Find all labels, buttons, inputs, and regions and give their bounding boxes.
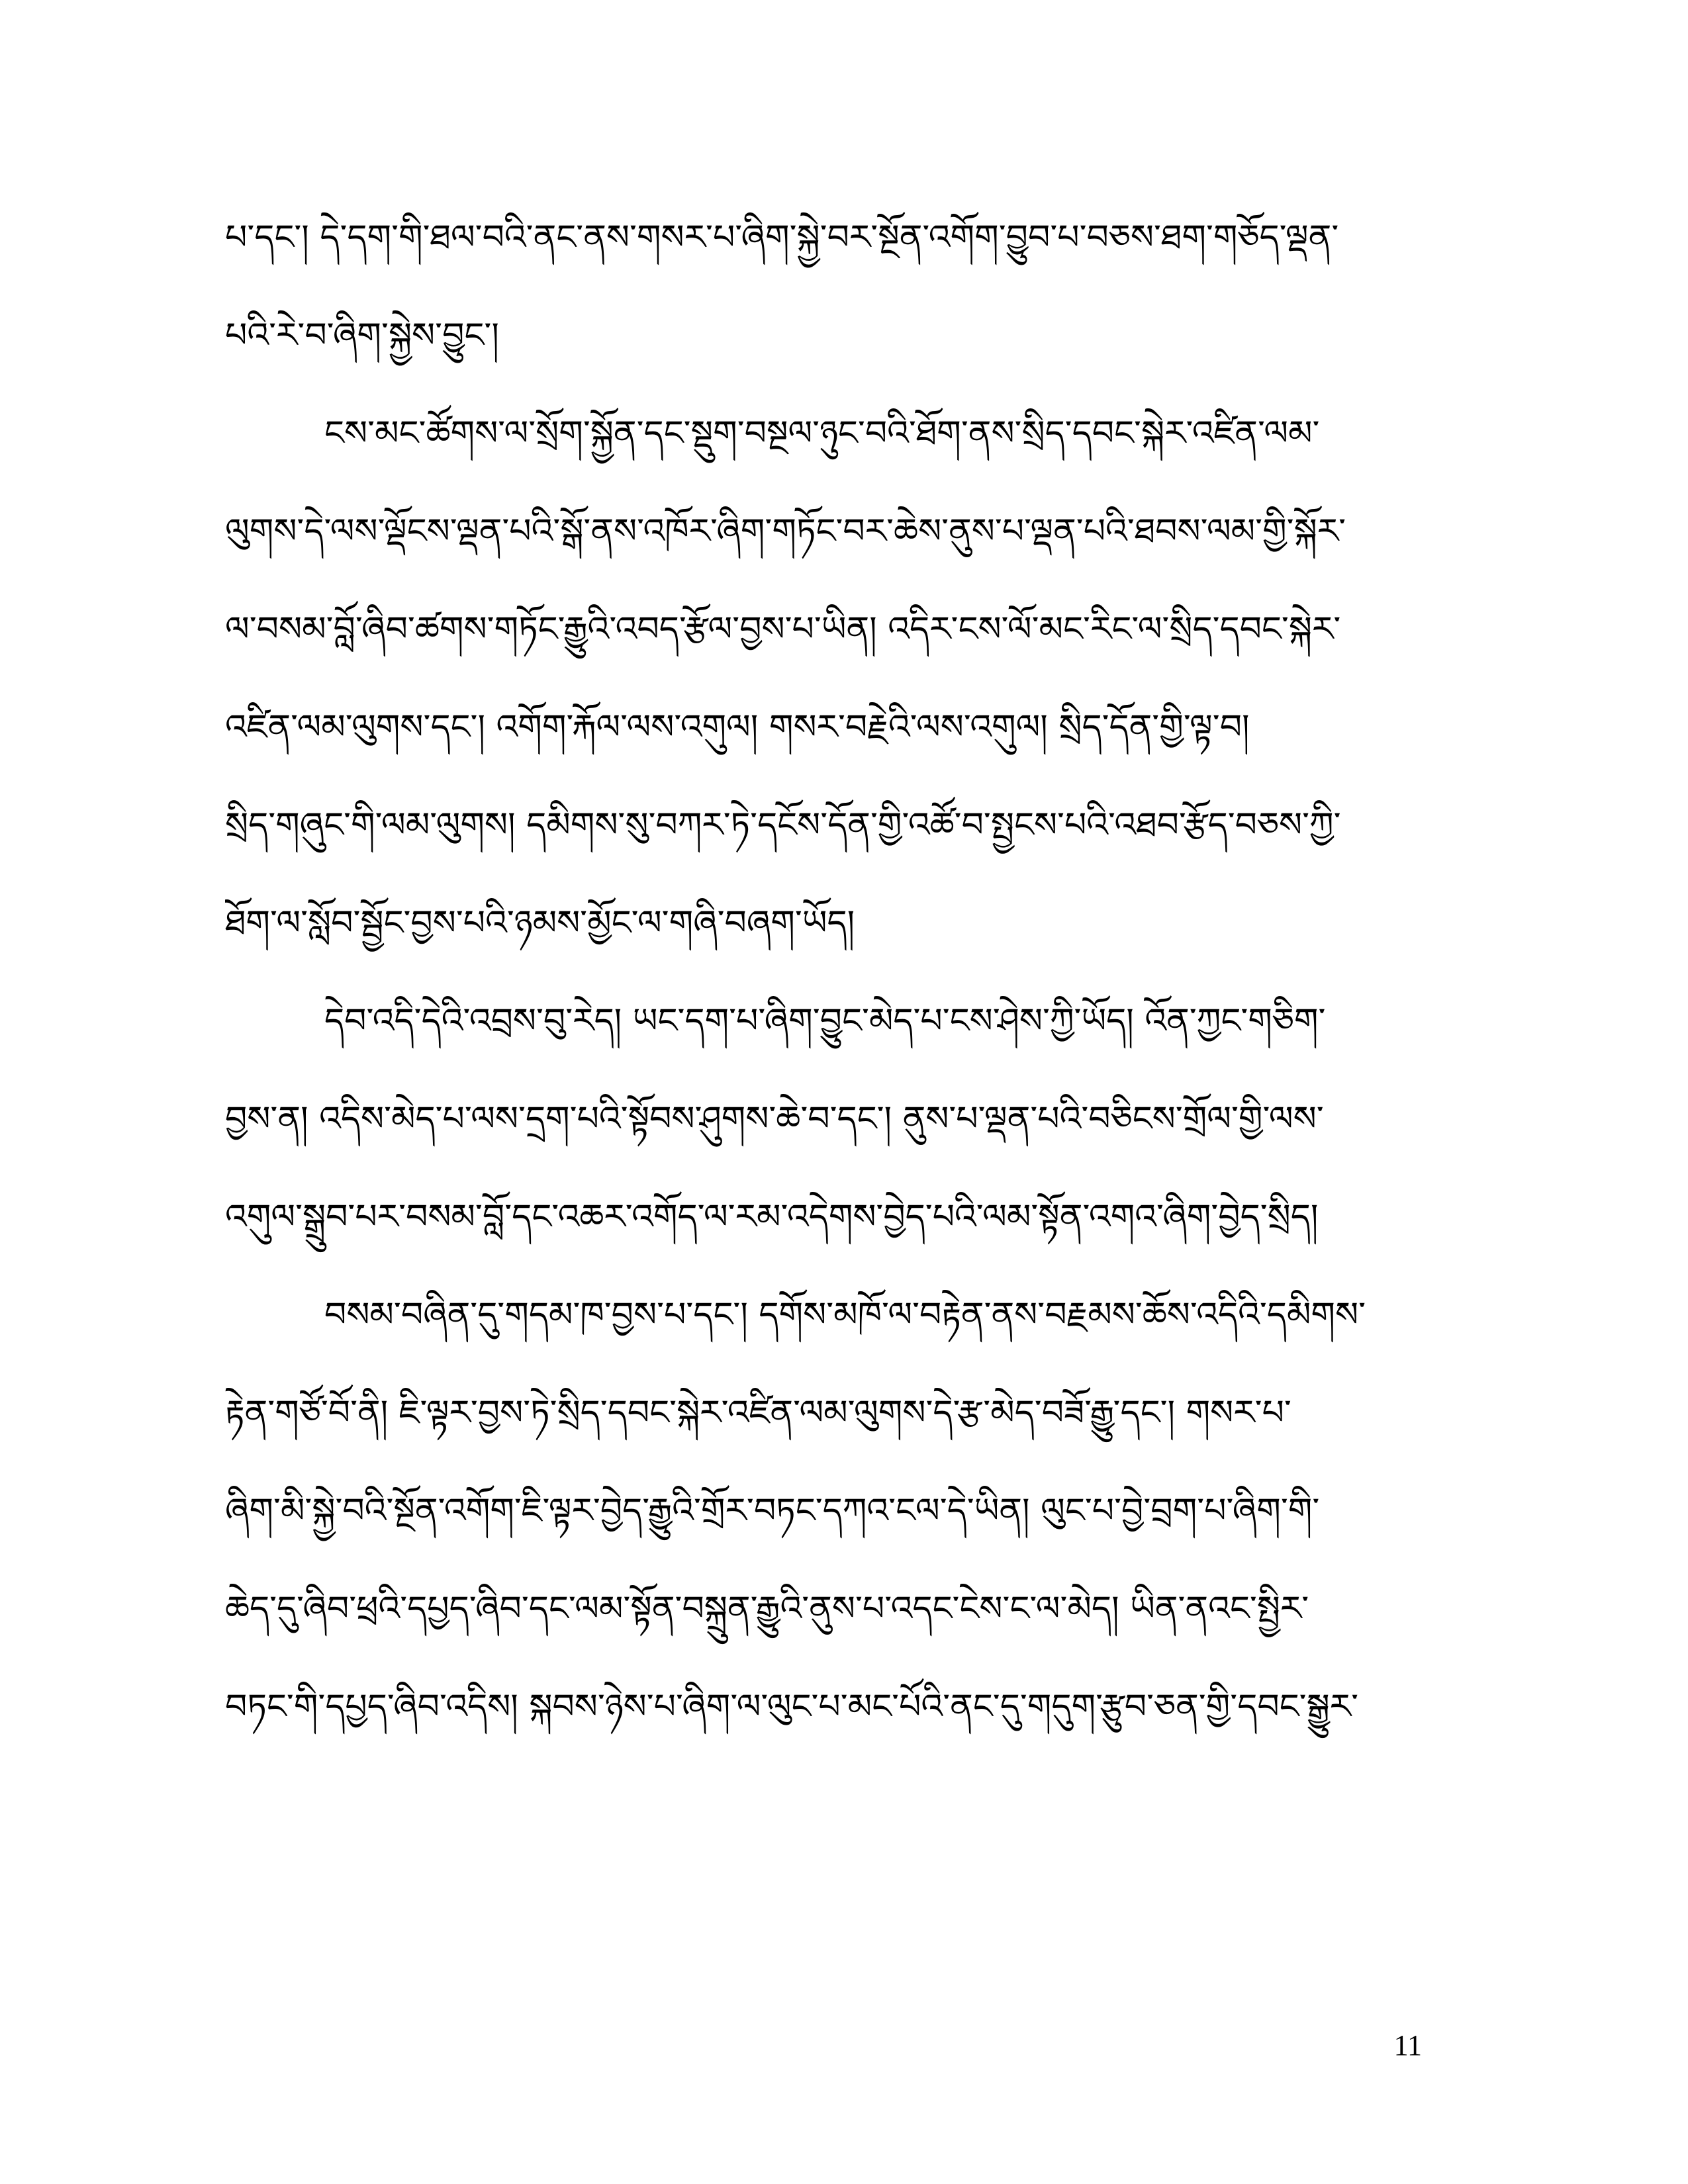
- body-text: [225, 189, 1430, 1756]
- text-line: དེབ་འདི་དེའི་འབྲས་བུ་རེད། ཡང་དག་པ་ཞིག་བྱུང་མེད་པ་ངས་ཤེས་ཀྱི་ཡོད། འོན་ཀྱང་གཅིག་: [324, 1001, 1326, 1041]
- text-line: ལུགས་དེ་ལས་ལྡོངས་ལྡན་པའི་སྒོ་ནས་འཁོར་ཞིག་གཏོང་བར་ཆེས་ནུས་པ་ལྡན་པའི་ཐབས་ལམ་གྱི་སྐོར་: [225, 512, 1346, 551]
- text-line: ཐོག་ལ་སློབ་སྦྱོང་བྱས་པའི་ཉམས་མྱོང་ལ་གཞི་བཞག་ཡོད།: [225, 903, 855, 943]
- page-number: 11: [1393, 2029, 1422, 2062]
- text-line: བྱས་ན། འདིས་མེད་པ་ལས་དྲག་པའི་སྟོབས་ཤུགས་ཆེ་བ་དང་། ནུས་པ་ལྡན་པའི་བཅིངས་གྲོལ་གྱི་ལས་: [225, 1099, 1324, 1139]
- text-line: པའི་རེ་བ་ཞིག་སྐྱེས་བྱུང་།: [225, 316, 499, 355]
- text-line: བཏང་གི་དཔྱད་ཞིབ་འདིས། སྐབས་ཉེས་པ་ཞིག་ལ་ལུང་པ་མང་པོའི་ནང་དུ་གདུག་རྩུབ་ཅན་གྱི་དབང་སྒྱུར་: [225, 1687, 1358, 1727]
- text-line: ཞིག་མི་སྐྱེ་བའི་སྔོན་འགོག་ཇི་ལྟར་བྱེད་རྒྱུའི་གྲོར་བཏང་དཀའ་ངལ་དེ་ཡིན། ལུང་པ་བྱེ་བྲག་པ་ཞིག་གི་: [225, 1491, 1320, 1531]
- text-line: པ་དང་། དེ་དག་གི་ཐལ་བའི་ནང་ནས་གསར་པ་ཞིག་སྐྱེ་བར་སྔོན་འགོག་བྱུབ་པ་བཅས་ཐག་གཅོད་ལྡན་: [225, 218, 1339, 257]
- text-line: ཆེད་དུ་ཞིབ་ཕྲའི་དཔྱད་ཞིབ་དང་ལམ་སྟོན་བསྐྲུན་རྒྱུའི་ནུས་པ་འདང་ངེས་ང་ལ་མེད། ཡིན་ནའང་སྤྱིར་: [225, 1589, 1309, 1629]
- text-line: འགུལ་སྒྲུབ་པར་བསམ་བློ་དང་འཆར་འགོད་ལ་རམ་འདེགས་བྱེད་པའི་ལམ་སྟོན་འགའ་ཞིག་བྱེད་སྲིད།: [225, 1197, 1319, 1237]
- text-line: སྲིད་གཞུང་གི་ལམ་ལུགས། དམིགས་སུ་བཀར་ཏེ་དངོས་དོན་གྱི་འཚོ་བ་སྤྱངས་པའི་འཐབ་རྩོད་བཅས་ཀྱི་: [225, 805, 1341, 845]
- text-line: ལ་བསམ་བློ་ཞིབ་ཚགས་གཏོང་རྒྱུའི་འབད་རྩོལ་བྱས་པ་ཡིན། འདིར་ངས་ལོ་མང་རིང་ལ་སྲིད་དབང་སྐེར་: [225, 610, 1341, 649]
- text-line: འཛིན་ལམ་ལུགས་དང་། འགོག་རྐོལ་ལས་འགུལ། གསར་བརྗེའི་ལས་འགུལ། སྲིད་དོན་གྱི་ལྟ་བ།: [225, 707, 1250, 747]
- text-line: བསམ་བཞིན་དུ་གདམ་ཁ་བྱས་པ་དང་། དགོས་མཁོ་ལ་བརྟེན་ནས་བརྗམས་ཆོས་འདིའི་དམིགས་: [324, 1295, 1366, 1335]
- text-line: ངས་མང་ཚོགས་ལ་སྲོག་སྐྱོན་དང་སྡུག་བསྔལ་ཉུང་བའི་ཐོག་ནས་སྲིད་དབང་སྐེར་འཛིན་ལམ་: [324, 414, 1320, 453]
- text-line: རྟེན་གཙོ་བོ་ནི། ཇི་ལྟར་བྱས་ཏེ་སྲིད་དབང་སྐེར་འཛིན་ལམ་ལུགས་དེ་རྩ་མེད་བཟོ་རྒྱུ་དང་། གསར་པ་: [225, 1393, 1291, 1433]
